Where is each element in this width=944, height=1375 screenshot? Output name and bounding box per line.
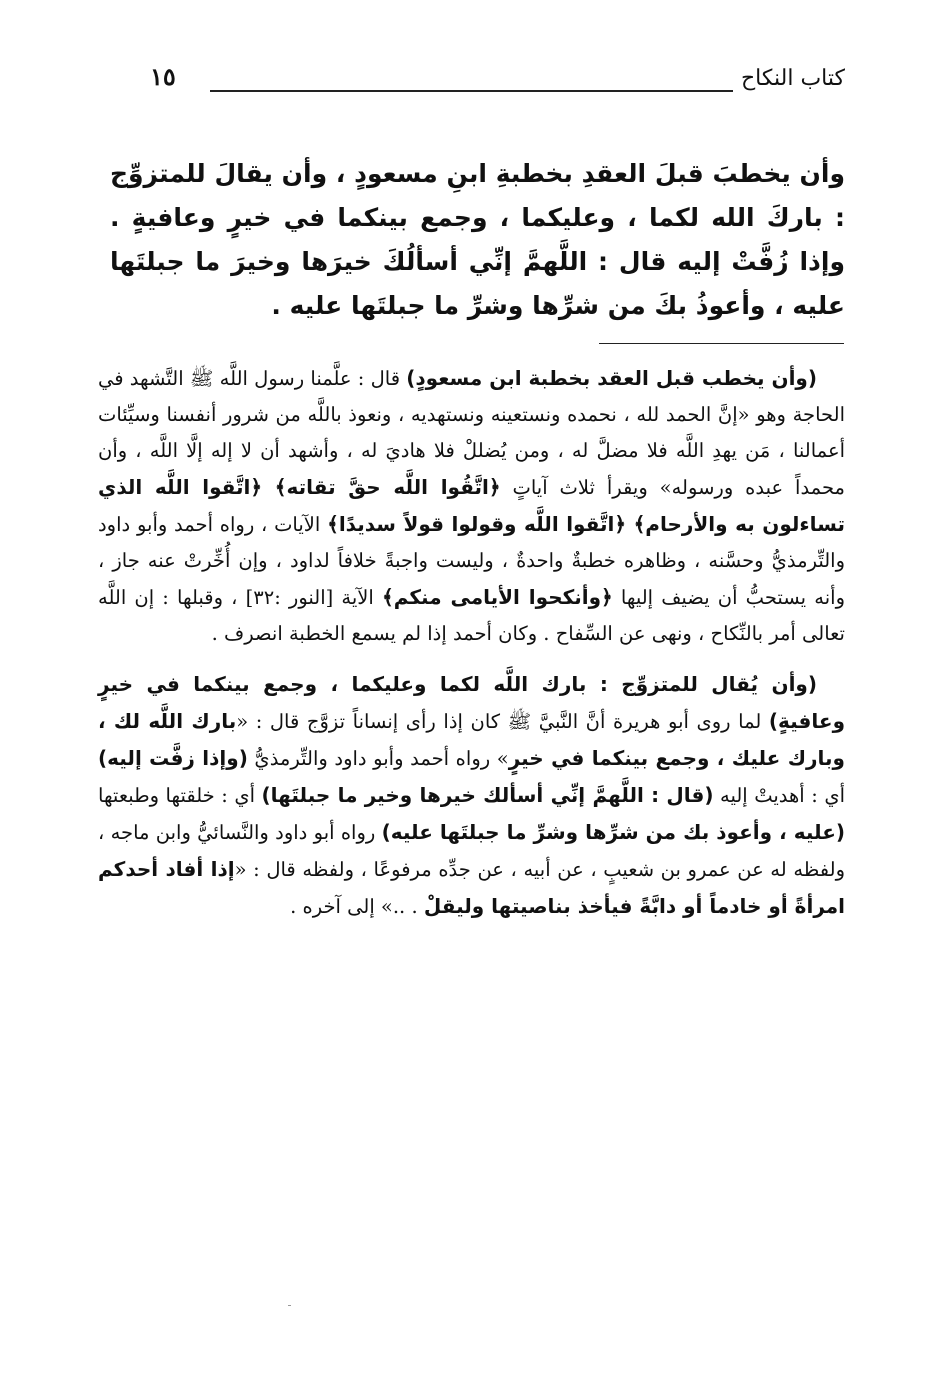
commentary-paragraph-1	[98, 360, 845, 652]
page-header	[150, 62, 845, 112]
header-rule	[210, 90, 733, 92]
commentary-quote: (وأن يخطب قبل العقد بخطبة ابن مسعودٍ)	[406, 366, 817, 390]
commentary-quote: (قال : اللَّهمَّ إنِّي أسألك خيرها وخير ما جبلتَها)	[261, 783, 714, 807]
commentary-quote: ﴿وأنكحوا الأيامى منكم﴾	[382, 585, 613, 609]
commentary-quote: (وإذا زفَّت إليه)	[98, 746, 248, 770]
commentary-text: قال : علَّمنا رسول اللَّه ﷺ التَّشهد في الحاجة وهو «إنَّ الحمد لله ، نحمده ونستعينه ونستهديه ، ونعوذ باللَّه من شرور أنفسنا وسيِّئات أعمالنا ، مَن يهدِ اللَّه فلا مضلَّ له ، ومن يُضللْ فلا هاديَ له ، وأشهد أن لا إله إلَّا اللَّه ، وأن محمداً عبده ورسوله» ويقرأ ثلاث آياتٍ	[98, 367, 845, 499]
commentary-text: رواه أبو داود والنَّسائيُّ وابن ماجه ، ولفظه له عن عمرو بن شعيبٍ ، عن أبيه ، عن جدِّه مرفوعًا ، ولفظه قال : «	[98, 821, 845, 881]
commentary-quote: إذا أفاد أحدكم امرأةً أو خادماً أو دابَّةً فيأخذ بناصيتها وليقلْ	[98, 857, 845, 918]
page-number: ١٥	[150, 62, 176, 91]
commentary-text: الآية [النور :٣٢] ، وقبلها : إن اللَّه تعالى أمر بالنِّكاح ، ونهى عن السِّفاح . وكان أحمد إذا لم يسمع الخطبة انصرف .	[98, 586, 845, 645]
commentary-text: » رواه أحمد وأبو داود والتِّرمذيُّ	[247, 747, 509, 770]
commentary-text: أي : خلقتها وطبعتها	[98, 784, 262, 807]
commentary	[98, 360, 845, 939]
scan-speck	[288, 1305, 291, 1306]
main-text-paragraph: وأن يخطبَ قبلَ العقدِ بخطبةِ ابنِ مسعودٍ ، وأن يقالَ للمتزوِّج : باركَ الله لكما ، وعليكما ، وجمع بينكما في خيرٍ وعافيةٍ . وإذا زُفَّتْ إليه قال : اللَّهمَّ إنِّي أسألُكَ خيرَها وخيرَ ما جبلتَها عليه ، وأعوذُ بكَ من شرِّها وشرِّ ما جبلتَها عليه .	[110, 159, 845, 320]
running-title: كتاب النكاح	[740, 66, 845, 91]
commentary-quote: بارك اللَّه لك ، وبارك عليك ، وجمع بينكما في خيرٍ	[98, 709, 845, 770]
commentary-paragraph-2	[98, 666, 845, 925]
commentary-quote: (وأن يُقال للمتزوِّج : بارك اللَّه لكما وعليكما ، وجمع بينكما في خيرٍ وعافيةٍ)	[98, 672, 846, 733]
main-text	[110, 152, 845, 328]
commentary-quote: (عليه ، وأعوذ بك من شرِّها وشرِّ ما جبلتَها عليه)	[381, 820, 845, 844]
commentary-text: لما روى أبو هريرة أنَّ النَّبيَّ ﷺ كان إذا رأى إنساناً تزوَّج قال : «	[236, 710, 769, 733]
commentary-text: أي : أهديتْ إليه	[713, 784, 845, 807]
commentary-quote: ﴿اتَّقُوا اللَّه حقَّ تقاته﴾ ﴿اتَّقوا اللَّه الذي تساءلون به والأرحام﴾ ﴿اتَّقوا اللَّه وقولوا قولاً سديدًا﴾	[98, 475, 845, 536]
footnote-divider	[599, 343, 844, 344]
commentary-text: الآيات ، رواه أحمد وأبو داود والتِّرمذيُّ وحسَّنه ، وظاهره خطبةٌ واحدةٌ ، وليست واجبةً خلافاً لداود ، وإن أُخِّرتْ عنه جاز ، وأنه يستحبُّ أن يضيف إليها	[98, 513, 845, 609]
commentary-text: . ..» إلى آخره .	[290, 895, 424, 918]
